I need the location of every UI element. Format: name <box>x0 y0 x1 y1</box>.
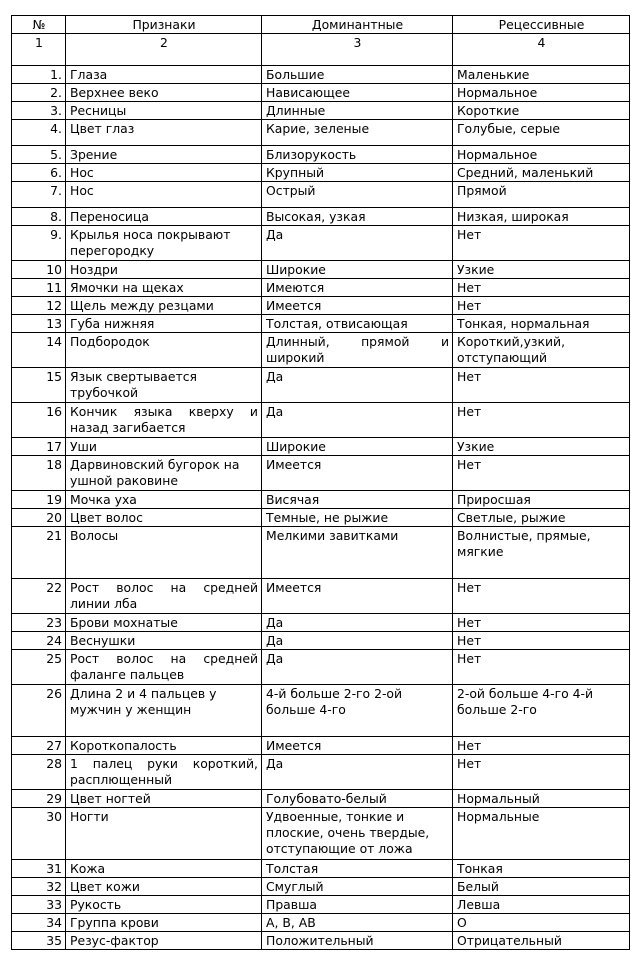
trait-cell: Длина 2 и 4 пальцев у мужчин у женщин <box>66 685 262 737</box>
table-row <box>12 860 630 878</box>
recessive-cell: Нормальное <box>453 146 630 164</box>
trait-cell: Группа крови <box>66 914 262 932</box>
column-number-4: 4 <box>453 34 630 66</box>
header-number: № <box>12 16 66 34</box>
dominant-cell: Длинный, прямой и широкий <box>262 333 453 368</box>
trait-cell: Волосы <box>66 527 262 579</box>
trait-cell: Крылья носа покрывают перегородку <box>66 226 262 261</box>
row-number: 31 <box>12 860 66 878</box>
row-number: 4. <box>12 120 66 146</box>
column-number-row <box>12 34 630 66</box>
recessive-cell: Нормальный <box>453 790 630 808</box>
table-row <box>12 896 630 914</box>
recessive-cell: Нет <box>453 226 630 261</box>
row-number: 23 <box>12 614 66 632</box>
row-number: 24 <box>12 632 66 650</box>
trait-cell: Зрение <box>66 146 262 164</box>
row-number: 13 <box>12 315 66 333</box>
traits-table <box>11 15 630 950</box>
row-number: 12 <box>12 297 66 315</box>
dominant-cell: Да <box>262 226 453 261</box>
trait-cell: Рост волос на средней фаланге пальцев <box>66 650 262 685</box>
row-number: 5. <box>12 146 66 164</box>
recessive-cell: Маленькие <box>453 66 630 84</box>
dominant-cell: Имеются <box>262 279 453 297</box>
table-row <box>12 579 630 614</box>
recessive-cell: Прямой <box>453 182 630 208</box>
trait-cell: Ноздри <box>66 261 262 279</box>
recessive-cell: Нет <box>453 403 630 438</box>
dominant-cell: Имеется <box>262 297 453 315</box>
dominant-cell: Карие, зеленые <box>262 120 453 146</box>
row-number: 28 <box>12 755 66 790</box>
table-row <box>12 315 630 333</box>
recessive-cell: Нет <box>453 297 630 315</box>
header-dominant: Доминантные <box>262 16 453 34</box>
table-row <box>12 182 630 208</box>
recessive-cell: Короткий,узкий, отступающий <box>453 333 630 368</box>
trait-cell: Брови мохнатые <box>66 614 262 632</box>
row-number: 29 <box>12 790 66 808</box>
table-header <box>12 16 630 66</box>
recessive-cell: Нет <box>453 456 630 491</box>
recessive-cell: Нет <box>453 737 630 755</box>
row-number: 33 <box>12 896 66 914</box>
trait-cell: Язык свертывается трубочкой <box>66 368 262 403</box>
dominant-cell: Темные, не рыжие <box>262 509 453 527</box>
table-row <box>12 878 630 896</box>
trait-cell: Цвет глаз <box>66 120 262 146</box>
trait-cell: Ногти <box>66 808 262 860</box>
row-number: 16 <box>12 403 66 438</box>
recessive-cell: Приросшая <box>453 491 630 509</box>
table-row <box>12 438 630 456</box>
column-number-2: 2 <box>66 34 262 66</box>
row-number: 32 <box>12 878 66 896</box>
row-number: 11 <box>12 279 66 297</box>
dominant-cell: Широкие <box>262 438 453 456</box>
dominant-cell: Да <box>262 755 453 790</box>
dominant-cell: Имеется <box>262 737 453 755</box>
table-row <box>12 737 630 755</box>
table-row <box>12 808 630 860</box>
dominant-cell: Высокая, узкая <box>262 208 453 226</box>
row-number: 9. <box>12 226 66 261</box>
dominant-cell: Нависающее <box>262 84 453 102</box>
dominant-cell: Смуглый <box>262 878 453 896</box>
trait-cell: Кончик языка кверху и назад загибается <box>66 403 262 438</box>
dominant-cell: Большие <box>262 66 453 84</box>
trait-cell: Короткопалость <box>66 737 262 755</box>
row-number: 25 <box>12 650 66 685</box>
dominant-cell: 4-й больше 2-го 2-ой больше 4-го <box>262 685 453 737</box>
column-number-3: 3 <box>262 34 453 66</box>
dominant-cell: Мелкими завитками <box>262 527 453 579</box>
row-number: 19 <box>12 491 66 509</box>
row-number: 8. <box>12 208 66 226</box>
trait-cell: Дарвиновский бугорок на ушной раковине <box>66 456 262 491</box>
column-number-1: 1 <box>12 34 66 66</box>
header-recessive: Рецессивные <box>453 16 630 34</box>
trait-cell: Рукость <box>66 896 262 914</box>
recessive-cell: Средний, маленький <box>453 164 630 182</box>
trait-cell: Щель между резцами <box>66 297 262 315</box>
dominant-cell: Правша <box>262 896 453 914</box>
dominant-cell: Острый <box>262 182 453 208</box>
recessive-cell: Волнистые, прямые, мягкие <box>453 527 630 579</box>
row-number: 18 <box>12 456 66 491</box>
row-number: 20 <box>12 509 66 527</box>
trait-cell: Уши <box>66 438 262 456</box>
dominant-cell: Голубовато-белый <box>262 790 453 808</box>
recessive-cell: Низкая, широкая <box>453 208 630 226</box>
row-number: 2. <box>12 84 66 102</box>
table-row <box>12 146 630 164</box>
table-row <box>12 120 630 146</box>
table-row <box>12 614 630 632</box>
trait-cell: Мочка уха <box>66 491 262 509</box>
table-row <box>12 685 630 737</box>
recessive-cell: Голубые, серые <box>453 120 630 146</box>
trait-cell: Ресницы <box>66 102 262 120</box>
table-row <box>12 261 630 279</box>
table-row <box>12 509 630 527</box>
dominant-cell: Положительный <box>262 932 453 950</box>
dominant-cell: Имеется <box>262 456 453 491</box>
dominant-cell: Да <box>262 650 453 685</box>
trait-cell: Резус-фактор <box>66 932 262 950</box>
dominant-cell: Удвоенные, тонкие и плоские, очень твердые, отступающие от ложа <box>262 808 453 860</box>
row-number: 17 <box>12 438 66 456</box>
row-number: 21 <box>12 527 66 579</box>
trait-cell: Цвет волос <box>66 509 262 527</box>
row-number: 15 <box>12 368 66 403</box>
row-number: 27 <box>12 737 66 755</box>
dominant-cell: Висячая <box>262 491 453 509</box>
dominant-cell: Широкие <box>262 261 453 279</box>
table-row <box>12 333 630 368</box>
recessive-cell: Тонкая, нормальная <box>453 315 630 333</box>
row-number: 30 <box>12 808 66 860</box>
trait-cell: Ямочки на щеках <box>66 279 262 297</box>
row-number: 7. <box>12 182 66 208</box>
row-number: 6. <box>12 164 66 182</box>
table-row <box>12 932 630 950</box>
dominant-cell: Длинные <box>262 102 453 120</box>
table-row <box>12 491 630 509</box>
trait-cell: Веснушки <box>66 632 262 650</box>
table-row <box>12 279 630 297</box>
recessive-cell: Светлые, рыжие <box>453 509 630 527</box>
trait-cell: Цвет кожи <box>66 878 262 896</box>
table-row <box>12 403 630 438</box>
recessive-cell: Нет <box>453 632 630 650</box>
recessive-cell: Нормальные <box>453 808 630 860</box>
table-row <box>12 164 630 182</box>
table-row <box>12 456 630 491</box>
recessive-cell: Нет <box>453 279 630 297</box>
table-row <box>12 632 630 650</box>
dominant-cell: Толстая <box>262 860 453 878</box>
recessive-cell: Нет <box>453 614 630 632</box>
table-row <box>12 208 630 226</box>
recessive-cell: Нет <box>453 368 630 403</box>
trait-cell: Губа нижняя <box>66 315 262 333</box>
dominant-cell: Крупный <box>262 164 453 182</box>
recessive-cell: Белый <box>453 878 630 896</box>
row-number: 10 <box>12 261 66 279</box>
recessive-cell: Короткие <box>453 102 630 120</box>
table-body <box>12 66 630 950</box>
table-row <box>12 790 630 808</box>
row-number: 34 <box>12 914 66 932</box>
table-row <box>12 650 630 685</box>
table-row <box>12 102 630 120</box>
dominant-cell: Имеется <box>262 579 453 614</box>
header-traits: Признаки <box>66 16 262 34</box>
table-row <box>12 527 630 579</box>
table-row <box>12 755 630 790</box>
recessive-cell: О <box>453 914 630 932</box>
trait-cell: Рост волос на средней линии лба <box>66 579 262 614</box>
trait-cell: Верхнее веко <box>66 84 262 102</box>
row-number: 3. <box>12 102 66 120</box>
row-number: 14 <box>12 333 66 368</box>
recessive-cell: Узкие <box>453 261 630 279</box>
header-row <box>12 16 630 34</box>
table-row <box>12 84 630 102</box>
recessive-cell: Нет <box>453 579 630 614</box>
trait-cell: Нос <box>66 164 262 182</box>
dominant-cell: Да <box>262 632 453 650</box>
trait-cell: Кожа <box>66 860 262 878</box>
table-row <box>12 226 630 261</box>
trait-cell: Цвет ногтей <box>66 790 262 808</box>
trait-cell: Подбородок <box>66 333 262 368</box>
dominant-cell: Да <box>262 368 453 403</box>
dominant-cell: Толстая, отвисающая <box>262 315 453 333</box>
recessive-cell: Нормальное <box>453 84 630 102</box>
trait-cell: 1 палец руки короткий, расплющенный <box>66 755 262 790</box>
recessive-cell: Узкие <box>453 438 630 456</box>
recessive-cell: Отрицательный <box>453 932 630 950</box>
dominant-cell: А, В, АВ <box>262 914 453 932</box>
table-row <box>12 297 630 315</box>
row-number: 35 <box>12 932 66 950</box>
row-number: 1. <box>12 66 66 84</box>
trait-cell: Переносица <box>66 208 262 226</box>
trait-cell: Глаза <box>66 66 262 84</box>
table-row <box>12 914 630 932</box>
dominant-cell: Да <box>262 403 453 438</box>
table-row <box>12 368 630 403</box>
recessive-cell: 2-ой больше 4-го 4-й больше 2-го <box>453 685 630 737</box>
row-number: 26 <box>12 685 66 737</box>
table-row <box>12 66 630 84</box>
recessive-cell: Тонкая <box>453 860 630 878</box>
row-number: 22 <box>12 579 66 614</box>
recessive-cell: Нет <box>453 650 630 685</box>
dominant-cell: Близорукость <box>262 146 453 164</box>
recessive-cell: Нет <box>453 755 630 790</box>
trait-cell: Нос <box>66 182 262 208</box>
dominant-cell: Да <box>262 614 453 632</box>
recessive-cell: Левша <box>453 896 630 914</box>
